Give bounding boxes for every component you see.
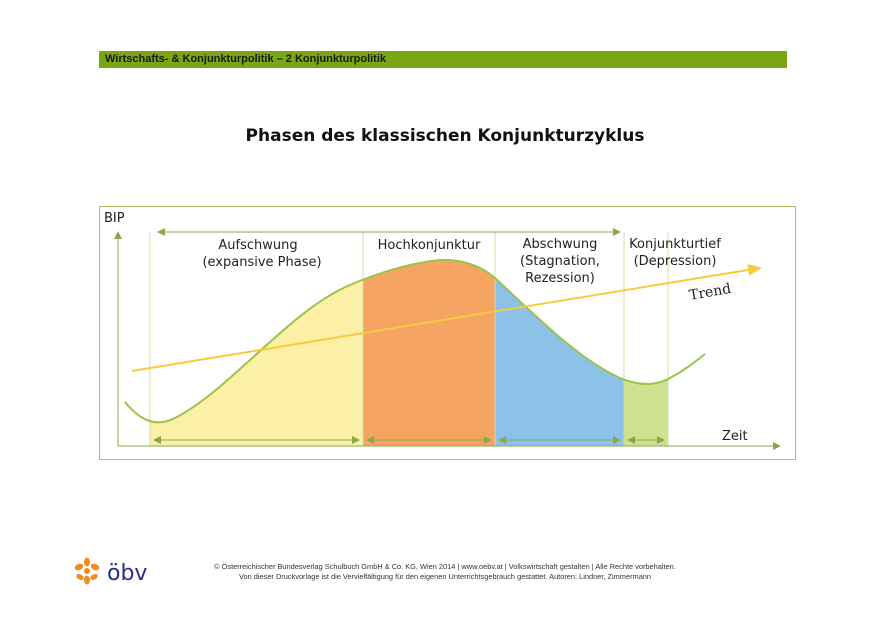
page-title: Phasen des klassischen Konjunkturzyklus <box>245 126 645 146</box>
trend-label: Trend <box>687 280 733 304</box>
phase-sublabel-konjunkturtief: (Depression) <box>633 254 717 269</box>
phase-label-abschwung: Abschwung <box>522 237 598 252</box>
phase-sublabel-aufschwung: (expansive Phase) <box>202 255 322 270</box>
footer-line-1: © Österreichischer Bundesverlag Schulbuch GmbH & Co. KG, Wien 2014 | www.oebv.at | Volkswirtschaft gestalten | Alle Rechte vorbehalten. <box>214 562 676 571</box>
footer-line-2: Von dieser Druckvorlage ist die Vervielfältigung für den eigenen Unterrichtsgebrauch gestattet. Autoren: Lindner, Zimmermann <box>238 572 652 581</box>
footer-copyright <box>200 562 690 582</box>
header-title: Wirtschafts- & Konjunkturpolitik – 2 Konjunkturpolitik <box>105 53 387 65</box>
x-axis-label: Zeit <box>722 429 748 444</box>
oebv-logo <box>74 557 164 587</box>
phase-label-aufschwung: Aufschwung <box>218 238 298 253</box>
phase-fill-aufschwung <box>150 200 363 446</box>
phase-label-hochkonjunktur: Hochkonjunktur <box>377 238 481 253</box>
phase-sublabel-abschwung-1: (Stagnation, <box>520 254 600 269</box>
phase-sublabel-abschwung-2: Rezession) <box>525 271 595 286</box>
phase-label-konjunkturtief: Konjunkturtief <box>629 237 721 252</box>
y-axis-label: BIP <box>104 211 125 226</box>
flower-icon <box>74 558 100 585</box>
logo-text: öbv <box>107 561 148 586</box>
